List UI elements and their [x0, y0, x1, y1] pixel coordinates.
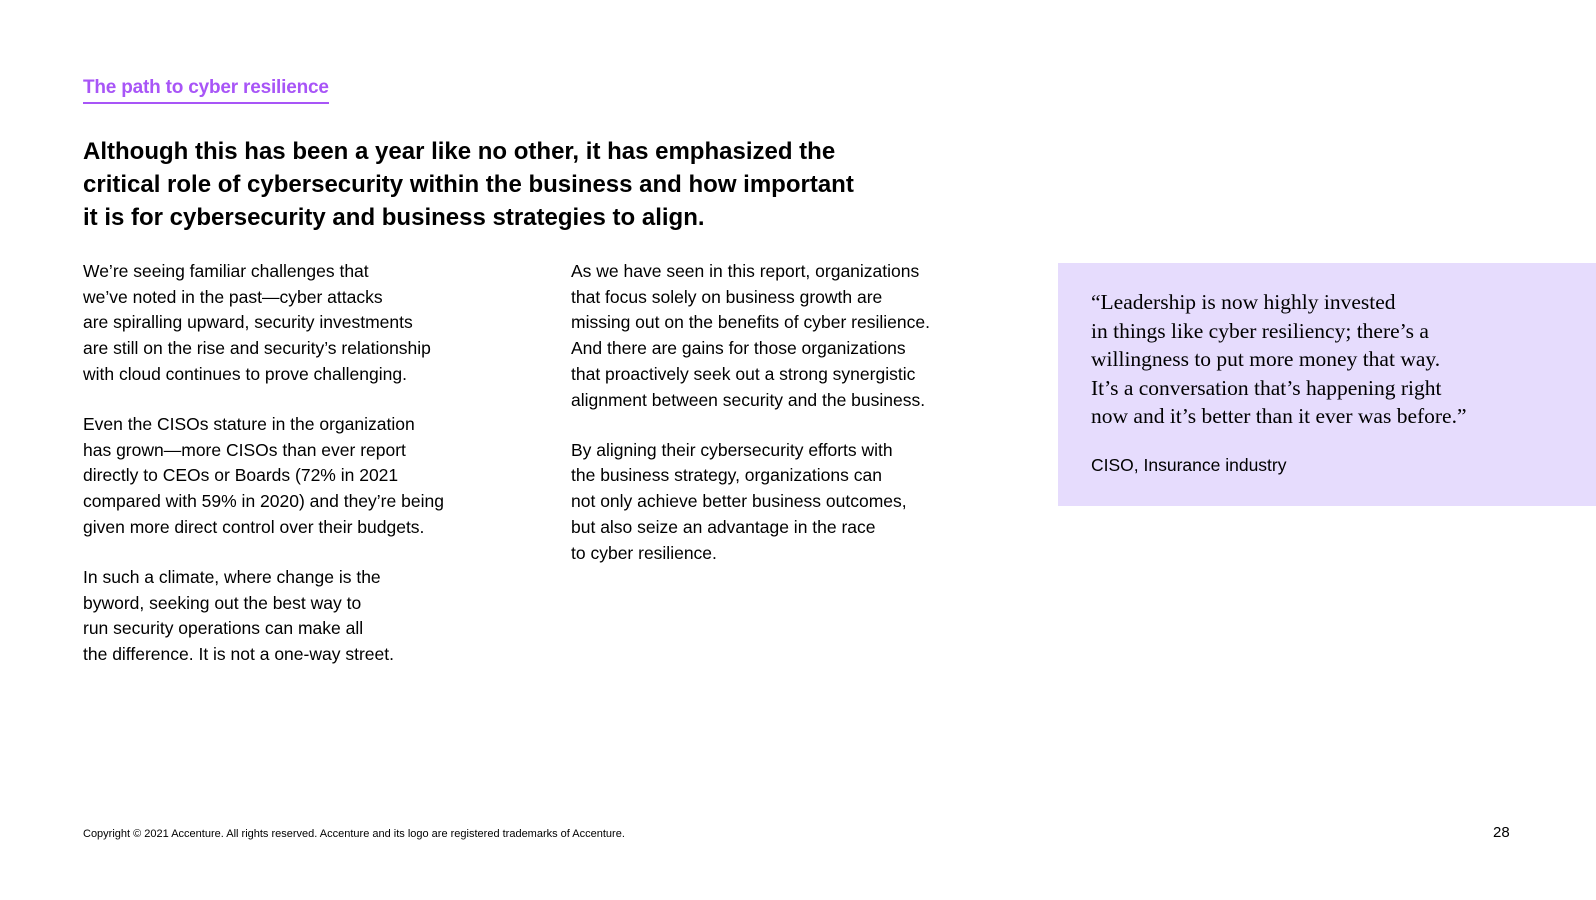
- text-line: We’re seeing familiar challenges that: [83, 261, 369, 281]
- text-line: the business strategy, organizations can: [571, 465, 882, 486]
- text-line: has grown—more CISOs than ever report: [83, 439, 406, 460]
- text-line: given more direct control over their budgets.: [83, 516, 425, 537]
- text-line: compared with 59% in 2020) and they’re being: [83, 491, 444, 512]
- page-number: 28: [1493, 824, 1510, 841]
- quote-line: in things like cyber resiliency; there’s a: [1091, 318, 1429, 343]
- text-line: directly to CEOs or Boards (72% in 2021: [83, 465, 399, 486]
- text-line: but also seize an advantage in the race: [571, 516, 876, 537]
- quote-text: [1091, 288, 1467, 431]
- headline-line: it is for cybersecurity and business strategies to align.: [83, 204, 705, 231]
- quote-line: willingness to put more money that way.: [1091, 347, 1441, 371]
- quote-line: “Leadership is now highly invested: [1091, 290, 1396, 314]
- text-line: with cloud continues to prove challenging.: [83, 363, 407, 384]
- text-line: In such a climate, where change is the: [83, 567, 381, 588]
- headline-line: Although this has been a year like no other, it has emphasized the: [83, 138, 836, 165]
- text-line: that focus solely on business growth are: [571, 286, 883, 307]
- copyright-notice: Copyright © 2021 Accenture. All rights reserved. Accenture and its logo are registered trademarks of Accenture.: [83, 828, 625, 840]
- body-paragraph: [83, 259, 523, 388]
- headline-line: critical role of cybersecurity within the business and how important: [83, 171, 854, 198]
- text-line: And there are gains for those organizations: [571, 338, 906, 359]
- text-line: byword, seeking out the best way to: [83, 592, 362, 613]
- body-paragraph: [571, 259, 1011, 413]
- body-paragraph: [83, 565, 523, 668]
- quote-callout: [1058, 263, 1596, 506]
- text-line: are spiralling upward, security investments: [83, 312, 413, 333]
- text-line: the difference. It is not a one-way street.: [83, 644, 394, 665]
- quote-line: It’s a conversation that’s happening right: [1091, 375, 1442, 400]
- text-line: we’ve noted in the past—cyber attacks: [83, 286, 383, 307]
- body-column-left: [83, 259, 523, 692]
- text-line: run security operations can make all: [83, 618, 364, 639]
- body-paragraph: [83, 412, 523, 541]
- text-line: alignment between security and the business.: [571, 389, 926, 410]
- text-line: As we have seen in this report, organizations: [571, 261, 920, 281]
- text-line: By aligning their cybersecurity efforts with: [571, 439, 893, 460]
- text-line: Even the CISOs stature in the organization: [83, 414, 415, 435]
- headline: [83, 135, 923, 234]
- quote-line: now and it’s better than it ever was before.”: [1091, 404, 1467, 428]
- text-line: missing out on the benefits of cyber resilience.: [571, 312, 930, 333]
- text-line: not only achieve better business outcomes,: [571, 491, 907, 512]
- quote-attribution: CISO, Insurance industry: [1091, 455, 1287, 475]
- section-title-link[interactable]: The path to cyber resilience: [83, 76, 329, 104]
- text-line: are still on the rise and security’s relationship: [83, 338, 431, 359]
- text-line: to cyber resilience.: [571, 542, 717, 563]
- body-column-middle: [571, 259, 1011, 591]
- body-paragraph: [571, 438, 1011, 567]
- text-line: that proactively seek out a strong synergistic: [571, 363, 916, 384]
